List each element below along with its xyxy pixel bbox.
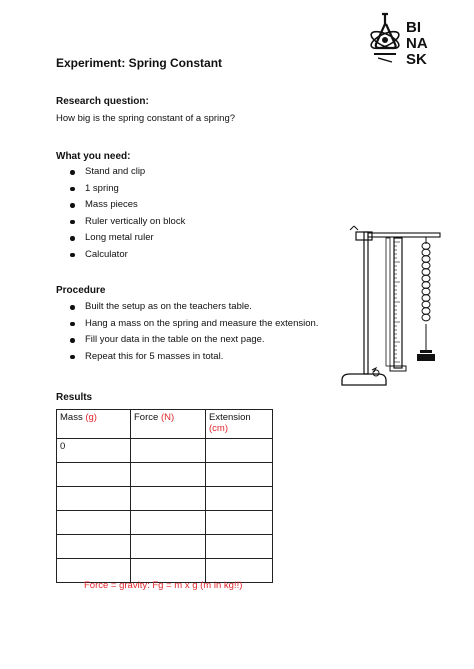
table-cell[interactable] bbox=[206, 559, 273, 583]
results-table bbox=[56, 409, 273, 583]
svg-text:NA: NA bbox=[406, 35, 428, 52]
table-cell[interactable] bbox=[131, 535, 206, 559]
svg-text:BI: BI bbox=[406, 19, 421, 36]
table-row bbox=[57, 487, 273, 511]
list-item: 1 spring bbox=[56, 181, 185, 198]
table-cell[interactable] bbox=[57, 535, 131, 559]
gravity-formula: Force = gravity: Fg = m x g (m in kg!!) bbox=[84, 580, 243, 591]
table-cell[interactable] bbox=[206, 463, 273, 487]
needs-heading: What you need: bbox=[56, 151, 131, 162]
binask-logo-icon bbox=[368, 10, 444, 72]
table-cell[interactable] bbox=[206, 511, 273, 535]
table-row bbox=[57, 463, 273, 487]
table-cell[interactable] bbox=[131, 487, 206, 511]
table-cell[interactable] bbox=[131, 511, 206, 535]
page-title: Experiment: Spring Constant bbox=[56, 56, 223, 70]
table-cell[interactable] bbox=[57, 487, 131, 511]
table-cell[interactable] bbox=[131, 559, 206, 583]
list-item: Built the setup as on the teachers table. bbox=[56, 299, 318, 316]
table-cell[interactable] bbox=[131, 463, 206, 487]
column-header-mass: Mass (g) bbox=[57, 410, 131, 439]
table-row bbox=[57, 559, 273, 583]
svg-text:SK: SK bbox=[406, 51, 427, 68]
results-heading: Results bbox=[56, 392, 93, 403]
table-cell[interactable] bbox=[57, 511, 131, 535]
table-header-row bbox=[57, 410, 273, 439]
column-header-force: Force (N) bbox=[131, 410, 206, 439]
research-question: How big is the spring constant of a spring? bbox=[56, 113, 236, 124]
table-cell[interactable] bbox=[57, 463, 131, 487]
list-item: Calculator bbox=[56, 247, 185, 264]
column-header-extension: Extension (cm) bbox=[206, 410, 273, 439]
procedure-heading: Procedure bbox=[56, 285, 106, 296]
list-item: Fill your data in the table on the next page. bbox=[56, 332, 318, 349]
table-row bbox=[57, 439, 273, 463]
list-item: Repeat this for 5 masses in total. bbox=[56, 349, 318, 366]
table-cell[interactable] bbox=[131, 439, 206, 463]
spring-setup-icon bbox=[336, 222, 448, 390]
research-heading: Research question: bbox=[56, 96, 149, 107]
spring-setup-illustration bbox=[336, 222, 448, 390]
list-item: Hang a mass on the spring and measure the extension. bbox=[56, 316, 318, 333]
procedure-list bbox=[56, 299, 318, 365]
table-row bbox=[57, 535, 273, 559]
table-cell[interactable] bbox=[206, 535, 273, 559]
list-item: Ruler vertically on block bbox=[56, 214, 185, 231]
table-cell[interactable] bbox=[206, 439, 273, 463]
list-item: Stand and clip bbox=[56, 164, 185, 181]
table-cell[interactable] bbox=[206, 487, 273, 511]
table-row bbox=[57, 511, 273, 535]
binask-logo bbox=[368, 10, 444, 72]
needs-list bbox=[56, 164, 185, 263]
table-cell[interactable] bbox=[57, 559, 131, 583]
list-item: Long metal ruler bbox=[56, 230, 185, 247]
list-item: Mass pieces bbox=[56, 197, 185, 214]
table-cell[interactable]: 0 bbox=[57, 439, 131, 463]
